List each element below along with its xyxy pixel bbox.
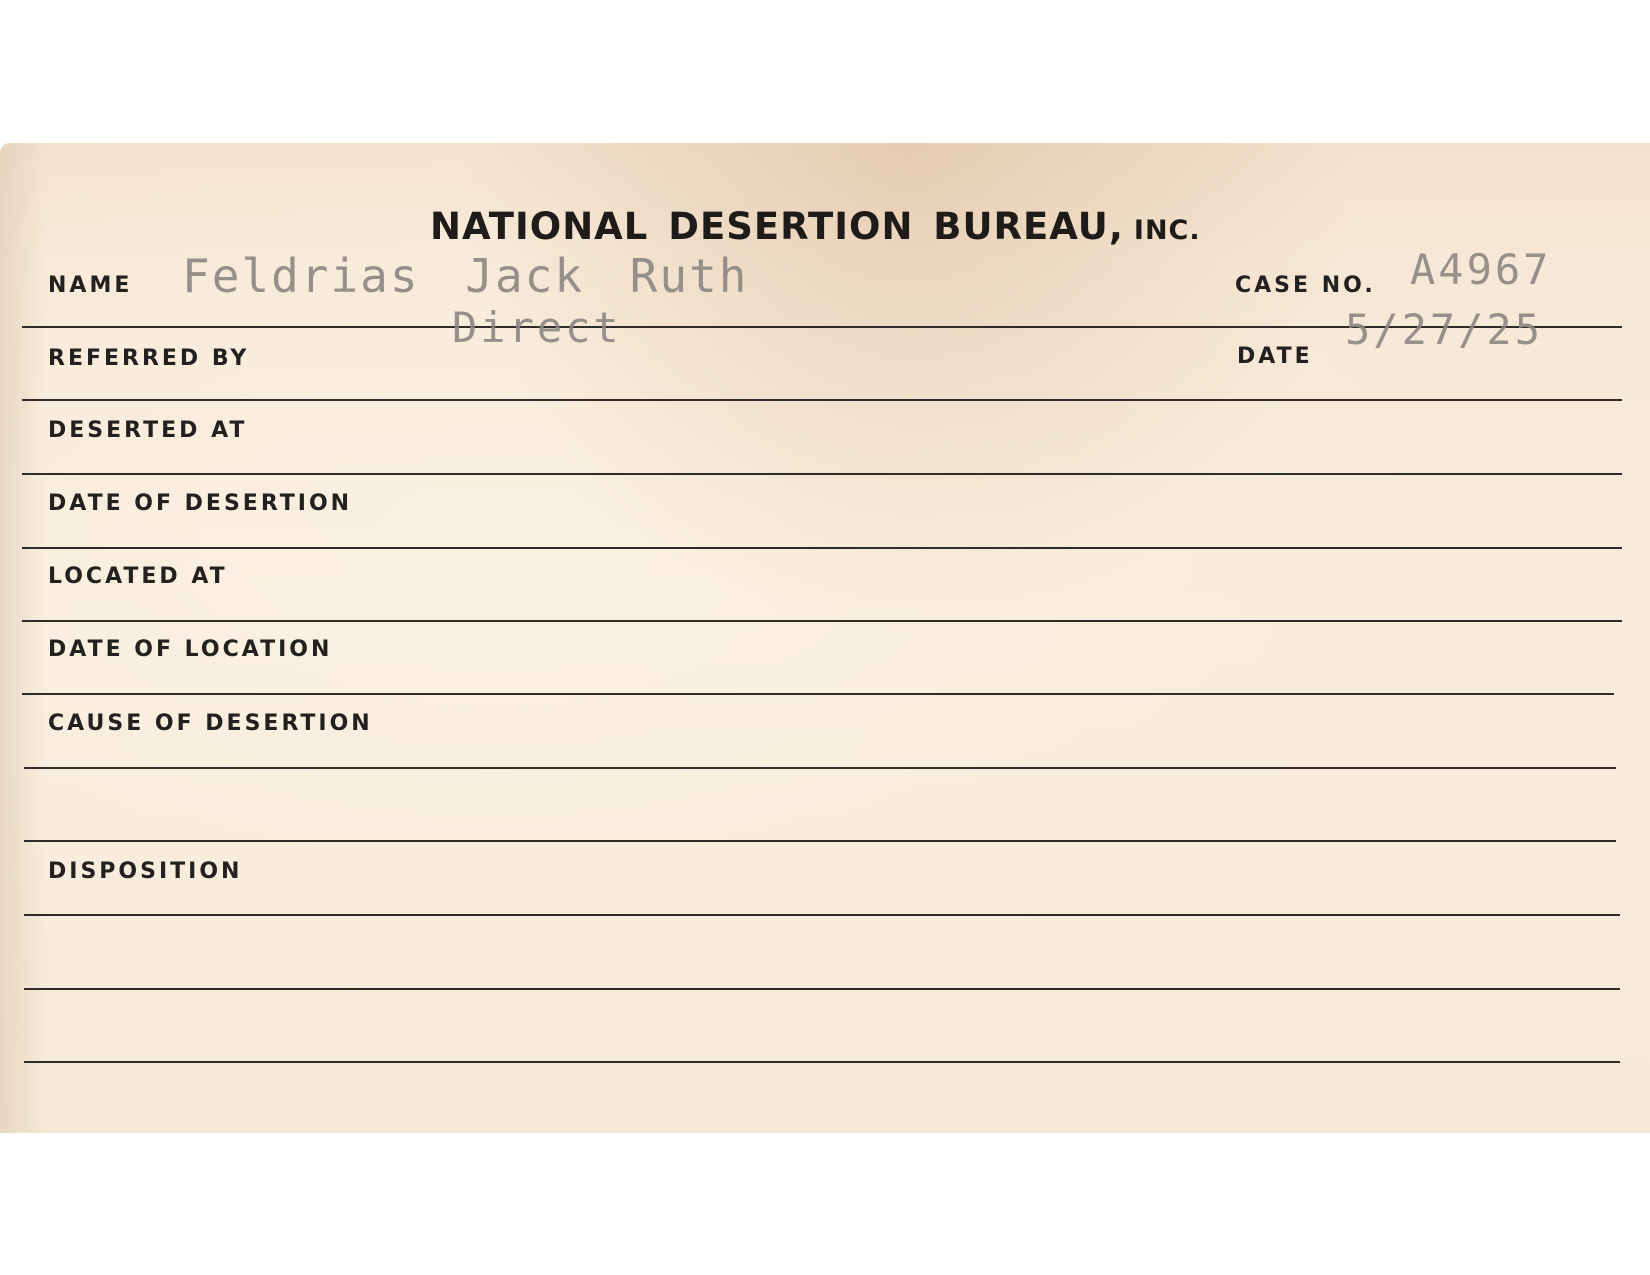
disposition-rule-2 [24, 988, 1620, 990]
card-title-main: NATIONAL DESERTION BUREAU, [430, 205, 1124, 248]
deserted-at-rule [22, 473, 1622, 475]
date-of-location-label: DATE OF LOCATION [48, 637, 333, 662]
date-of-desertion-label: DATE OF DESERTION [48, 491, 353, 516]
deserted-at-label: DESERTED AT [48, 418, 248, 443]
disposition-rule-3 [24, 1061, 1620, 1063]
date-value: 5/27/25 [1345, 305, 1544, 354]
referred-by-value: Direct [452, 303, 622, 352]
located-at-rule [22, 620, 1622, 622]
index-card [0, 143, 1650, 1133]
cause-of-desertion-rule-2 [24, 840, 1616, 842]
date-of-desertion-rule [22, 547, 1622, 549]
date-of-location-rule [22, 693, 1614, 695]
cause-of-desertion-rule [24, 767, 1616, 769]
card-title-suffix: INC. [1133, 215, 1201, 246]
disposition-rule [24, 914, 1620, 916]
disposition-label: DISPOSITION [48, 859, 243, 884]
located-at-label: LOCATED AT [48, 564, 228, 589]
case-no-label: CASE NO. [1235, 273, 1376, 298]
referred-by-label: REFERRED BY [48, 346, 250, 371]
referred-by-rule [22, 399, 1622, 401]
case-no-value: A4967 [1410, 245, 1552, 294]
cause-of-desertion-label: CAUSE OF DESERTION [48, 711, 373, 736]
name-value: Feldrias Jack Ruth [182, 249, 749, 303]
card-title [430, 205, 1201, 248]
name-label: NAME [48, 273, 133, 298]
date-label: DATE [1237, 344, 1313, 369]
card-edge-shading [0, 143, 46, 1133]
